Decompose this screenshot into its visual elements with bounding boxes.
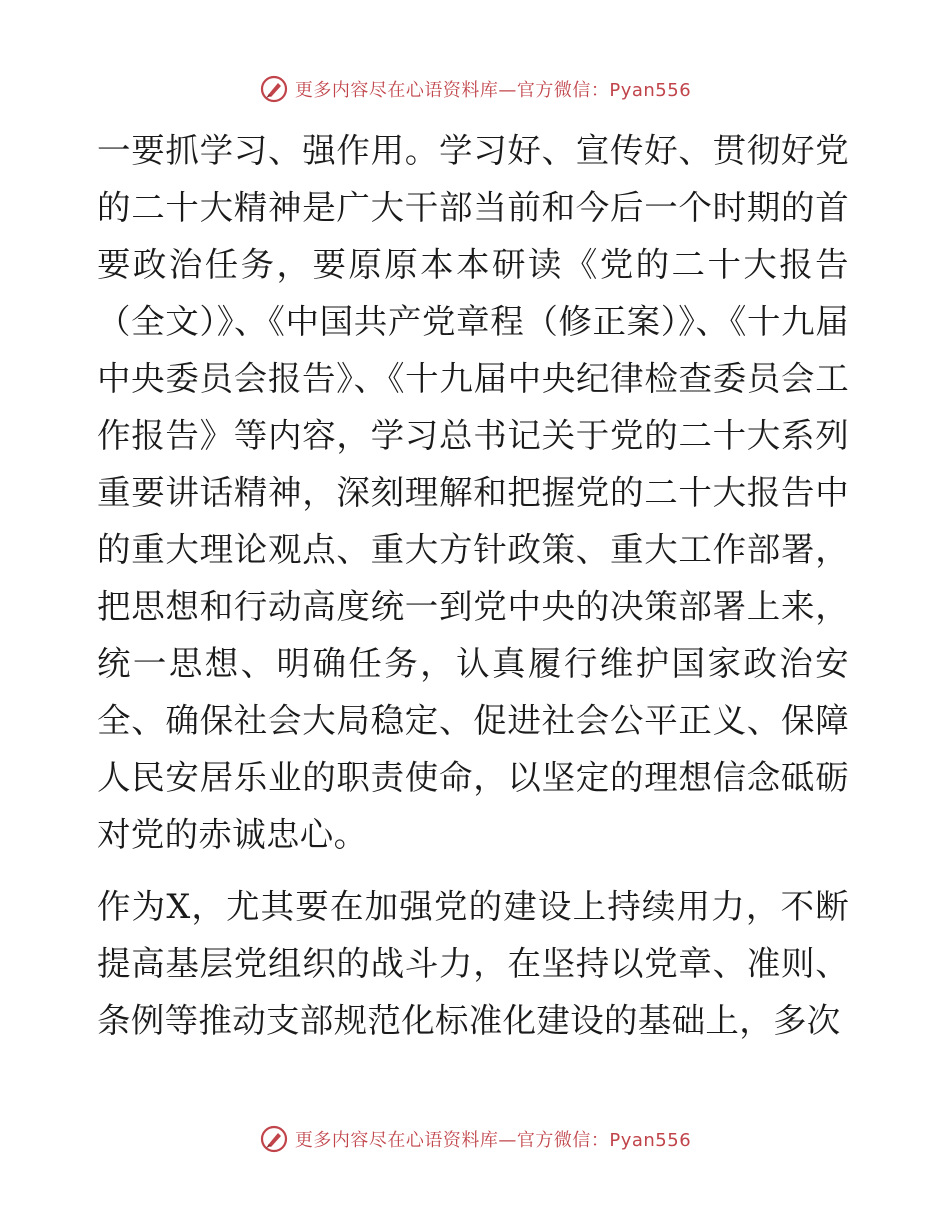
header-banner-text: 更多内容尽在心语资料库—官方微信：Pyan556: [294, 80, 692, 101]
paragraph-2: 作为X，尤其要在加强党的建设上持续用力，不断提高基层党组织的战斗力，在坚持以党章、准则、条例等推动支部规范化标准化建设的基础上，多次: [97, 887, 849, 1040]
header-banner: [0, 72, 950, 106]
footer-banner-text: 更多内容尽在心语资料库—官方微信：Pyan556: [294, 1130, 692, 1151]
footer-banner: [0, 1122, 950, 1156]
paragraph-1: 一要抓学习、强作用。学习好、宣传好、贯彻好党的二十大精神是广大干部当前和今后一个时期的首要政治任务，要原原本本研读《党的二十大报告（全文）》、《中国共产党章程（修正案）》、《十九届中央委员会报告》、《十九届中央纪律检查委员会工作报告》等内容，学习总书记关于党的二十大系列重要讲话精神，深刻理解和把握党的二十大报告中的重大理论观点、重大方针政策、重大工作部署，把思想和行动高度统一到党中央的决策部署上来，统一思想、明确任务，认真履行维护国家政治安全、确保社会大局稳定、促进社会公平正义、保障人民安居乐业的职责使命，以坚定的理想信念砥砺对党的赤诚忠心。: [97, 131, 849, 854]
document-body: [97, 122, 849, 1049]
pen-nib-logo-icon: [259, 1124, 289, 1154]
pen-nib-logo-icon: [259, 74, 289, 104]
